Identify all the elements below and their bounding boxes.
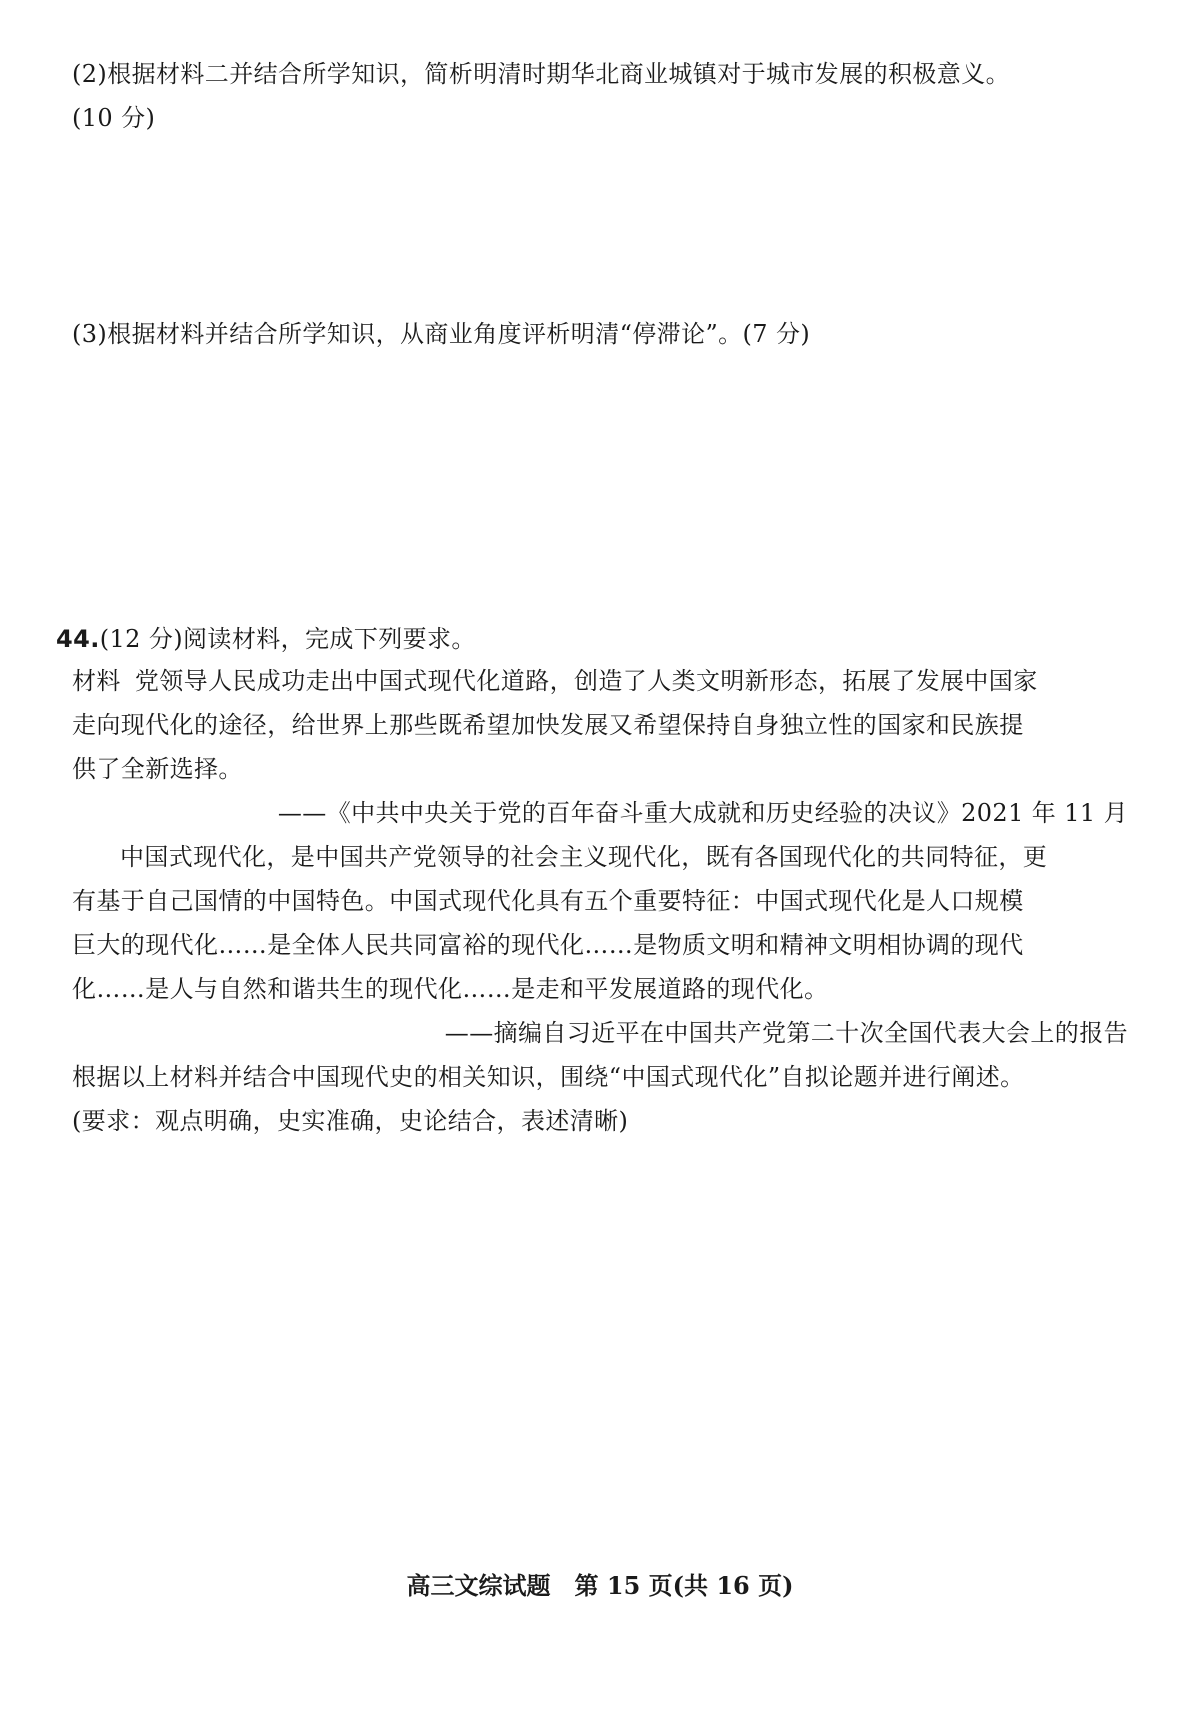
- question-3-text: (3)根据材料并结合所学知识，从商业角度评析明清“停滞论”。(7 分): [72, 320, 811, 348]
- source-citation-2: ——摘编自习近平在中国共产党第二十次全国代表大会上的报告: [444, 1019, 1128, 1047]
- material-para1-line1: 党领导人民成功走出中国式现代化道路，创造了人类文明新形态，拓展了发展中国家: [134, 667, 1038, 695]
- question-44-prompt: (12 分)阅读材料，完成下列要求。: [99, 625, 476, 653]
- material-para2-line2: 有基于自己国情的中国特色。中国式现代化具有五个重要特征：中国式现代化是人口规模: [72, 887, 1024, 915]
- material-para2-line1: 中国式现代化，是中国共产党领导的社会主义现代化，既有各国现代化的共同特征，更: [120, 843, 1048, 871]
- material-para2-line4: 化……是人与自然和谐共生的现代化……是走和平发展道路的现代化。: [72, 975, 829, 1003]
- question-2-points: (10 分): [72, 104, 156, 132]
- question-44-number: 44.: [56, 625, 100, 653]
- material-para1-line3: 供了全新选择。: [72, 755, 243, 783]
- material-line-1: [72, 665, 1038, 697]
- material-para2-line3: 巨大的现代化……是全体人民共同富裕的现代化……是物质文明和精神文明相协调的现代: [72, 931, 1024, 959]
- page-footer: 高三文综试题 第 15 页(共 16 页): [406, 1571, 794, 1600]
- question-44-heading: [56, 623, 476, 655]
- task-requirements: (要求：观点明确，史实准确，史论结合，表述清晰): [72, 1107, 629, 1135]
- source-citation-1: ——《中共中央关于党的百年奋斗重大成就和历史经验的决议》2021 年 11 月: [277, 799, 1128, 827]
- material-para1-line2: 走向现代化的途径，给世界上那些既希望加快发展又希望保持自身独立性的国家和民族提: [72, 711, 1024, 739]
- task-instruction: 根据以上材料并结合中国现代史的相关知识，围绕“中国式现代化”自拟论题并进行阐述。: [72, 1063, 1025, 1091]
- material-label: 材料: [72, 667, 121, 695]
- question-2-text: (2)根据材料二并结合所学知识，简析明清时期华北商业城镇对于城市发展的积极意义。: [72, 60, 1010, 88]
